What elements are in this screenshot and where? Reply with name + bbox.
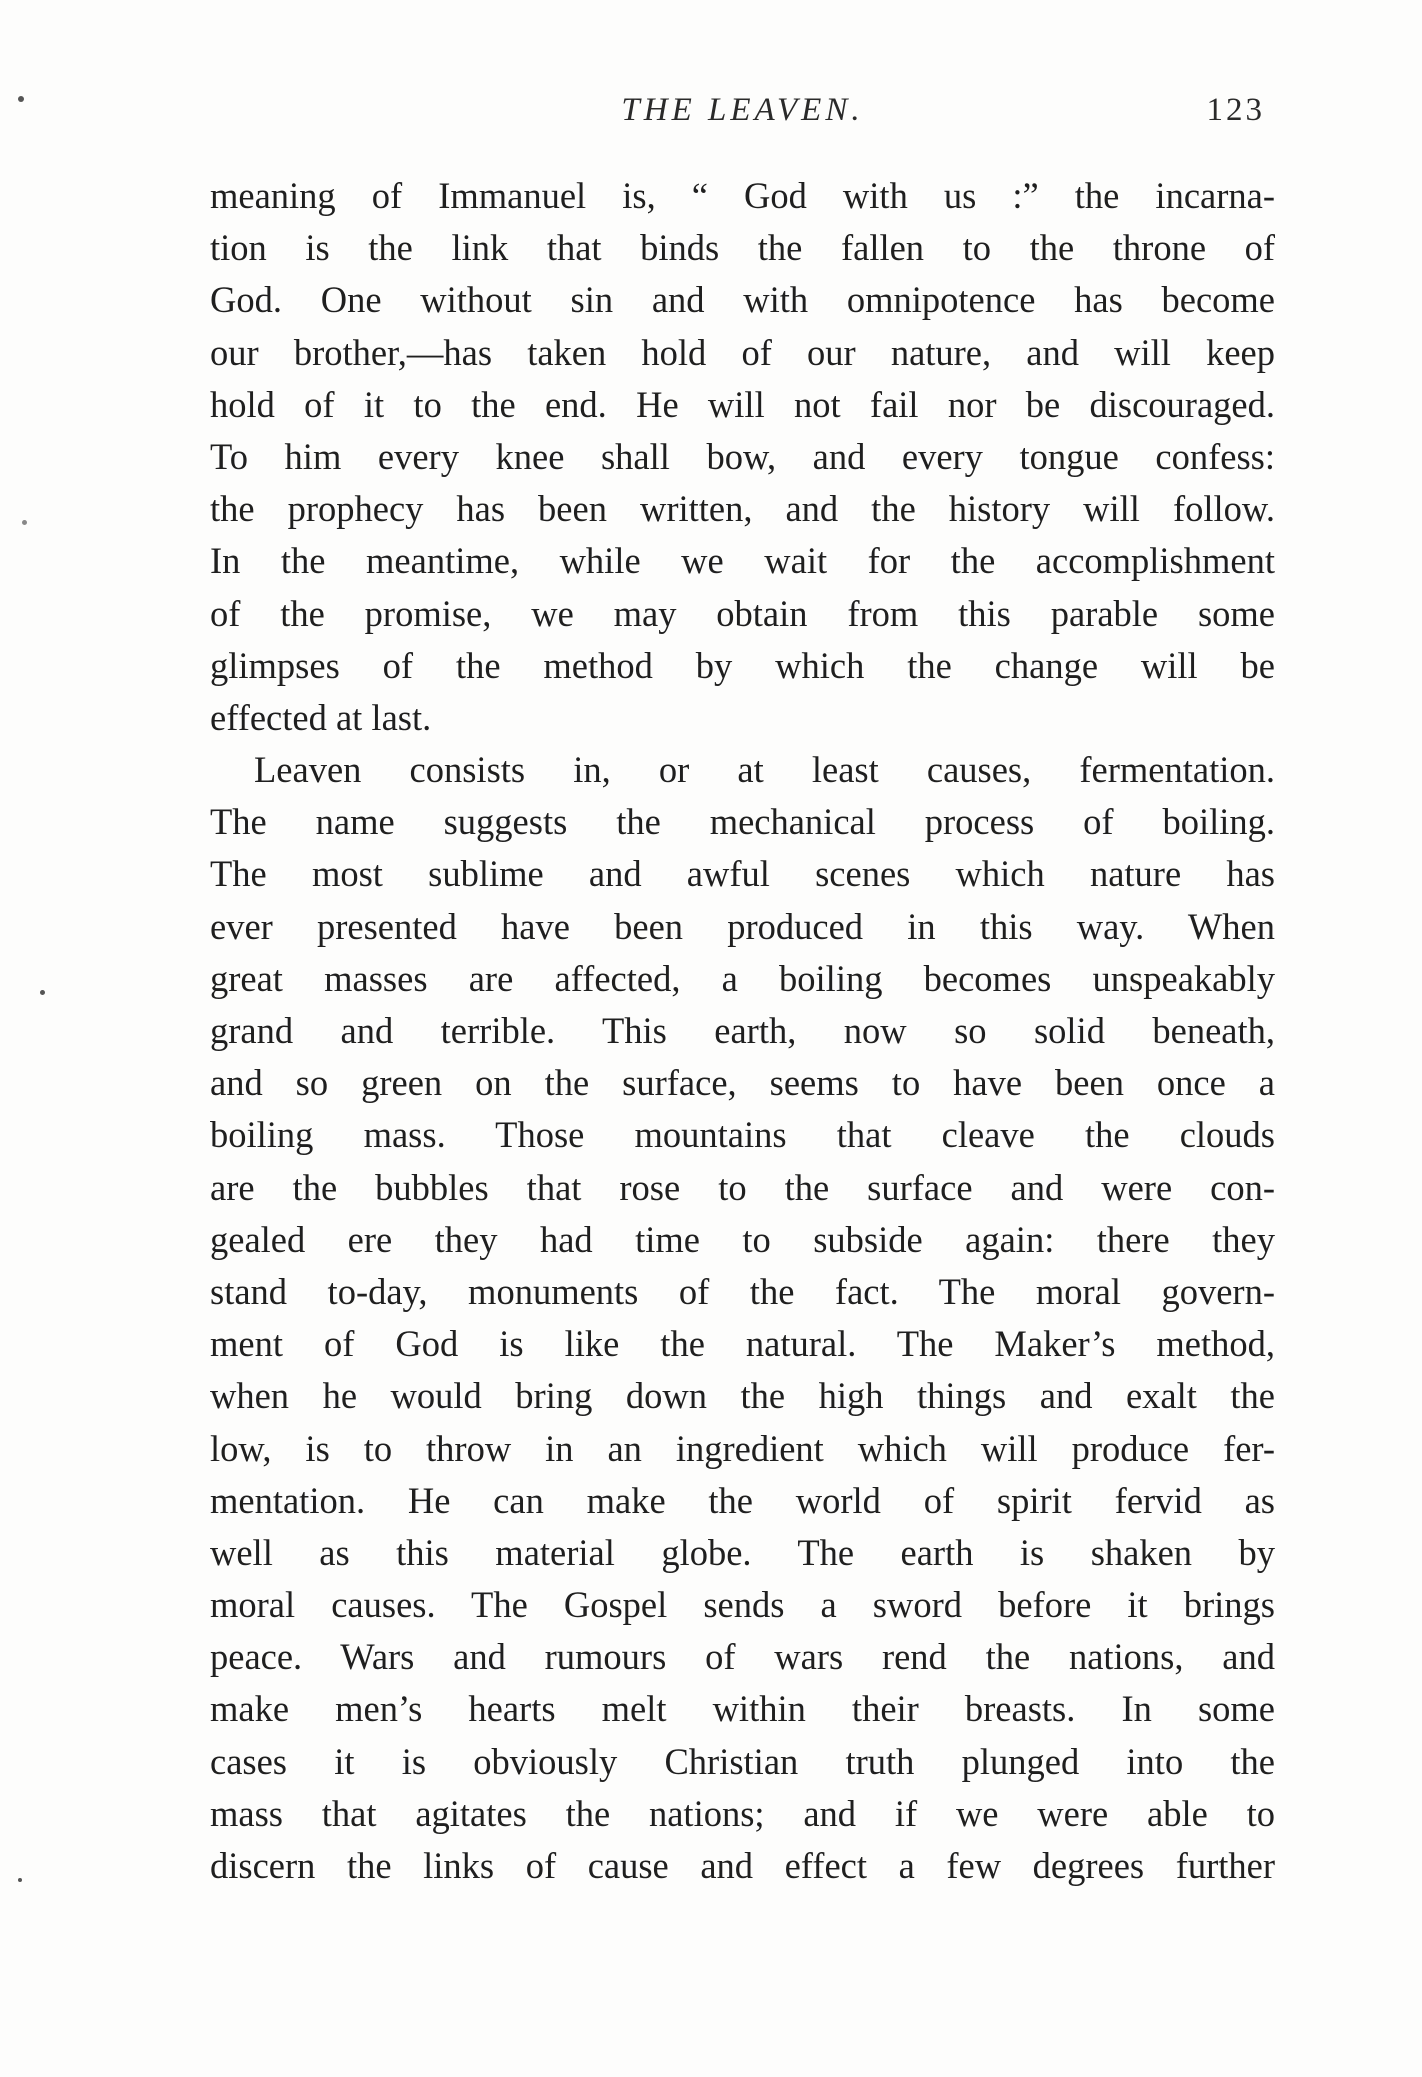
text-line: The most sublime and awful scenes which nature has — [210, 853, 1275, 895]
text-line: ment of God is like the natural. The Maker’s method, — [210, 1323, 1275, 1365]
body-text — [210, 170, 1275, 1892]
text-line: glimpses of the method by which the change will be — [210, 644, 1275, 686]
text-line: effected at last. — [210, 696, 432, 738]
text-line: low, is to throw in an ingredient which will produce fer- — [210, 1427, 1275, 1469]
text-line: our brother,—has taken hold of our nature, and will keep — [210, 331, 1275, 373]
text-line: of the promise, we may obtain from this parable some — [210, 592, 1275, 634]
text-line: peace. Wars and rumours of wars rend the nations, and — [210, 1636, 1275, 1678]
text-line: the prophecy has been written, and the history will follow. — [210, 488, 1275, 530]
running-title: THE LEAVEN. — [621, 92, 864, 128]
text-line: cases it is obviously Christian truth plunged into the — [210, 1740, 1275, 1782]
text-line: meaning of Immanuel is, “ God with us :” the incarna- — [210, 175, 1275, 216]
text-line: mass that agitates the nations; and if we were able to — [210, 1792, 1275, 1834]
text-line: gealed ere they had time to subside again: there they — [210, 1218, 1275, 1260]
margin-speck — [18, 1878, 22, 1882]
text-line: great masses are affected, a boiling becomes unspeakably — [210, 957, 1275, 999]
text-line: God. One without sin and with omnipotence has become — [210, 279, 1275, 321]
text-line: hold of it to the end. He will not fail nor be discouraged. — [210, 383, 1275, 425]
margin-speck — [18, 96, 24, 102]
text-line: grand and terrible. This earth, now so solid beneath, — [210, 1010, 1275, 1051]
running-head — [210, 92, 1275, 142]
text-line: In the meantime, while we wait for the accomplishment — [210, 540, 1275, 582]
paragraph-2 — [210, 744, 1275, 1892]
page-number: 123 — [1206, 92, 1265, 128]
text-line: Leaven consists in, or at least causes, fermentation. — [254, 749, 1275, 791]
text-line: discern the links of cause and effect a few degrees further — [210, 1845, 1275, 1886]
text-line: boiling mass. Those mountains that cleave the clouds — [210, 1114, 1275, 1156]
text-line: stand to-day, monuments of the fact. The moral govern- — [210, 1270, 1275, 1312]
text-line: well as this material globe. The earth is shaken by — [210, 1531, 1275, 1573]
text-line: mentation. He can make the world of spirit fervid as — [210, 1479, 1275, 1521]
text-line: are the bubbles that rose to the surface and were con- — [210, 1166, 1275, 1208]
margin-speck — [22, 520, 27, 525]
margin-speck — [40, 990, 45, 995]
text-line: To him every knee shall bow, and every tongue confess: — [210, 435, 1275, 477]
text-line: make men’s hearts melt within their breasts. In some — [210, 1688, 1275, 1730]
text-line: moral causes. The Gospel sends a sword before it brings — [210, 1584, 1275, 1626]
text-line: tion is the link that binds the fallen to the throne of — [210, 227, 1275, 269]
text-line: ever presented have been produced in this way. When — [210, 905, 1275, 947]
text-line: when he would bring down the high things and exalt the — [210, 1375, 1275, 1417]
text-line: The name suggests the mechanical process of boiling. — [210, 801, 1275, 843]
paragraph-1 — [210, 170, 1275, 744]
text-line: and so green on the surface, seems to have been once a — [210, 1062, 1275, 1104]
